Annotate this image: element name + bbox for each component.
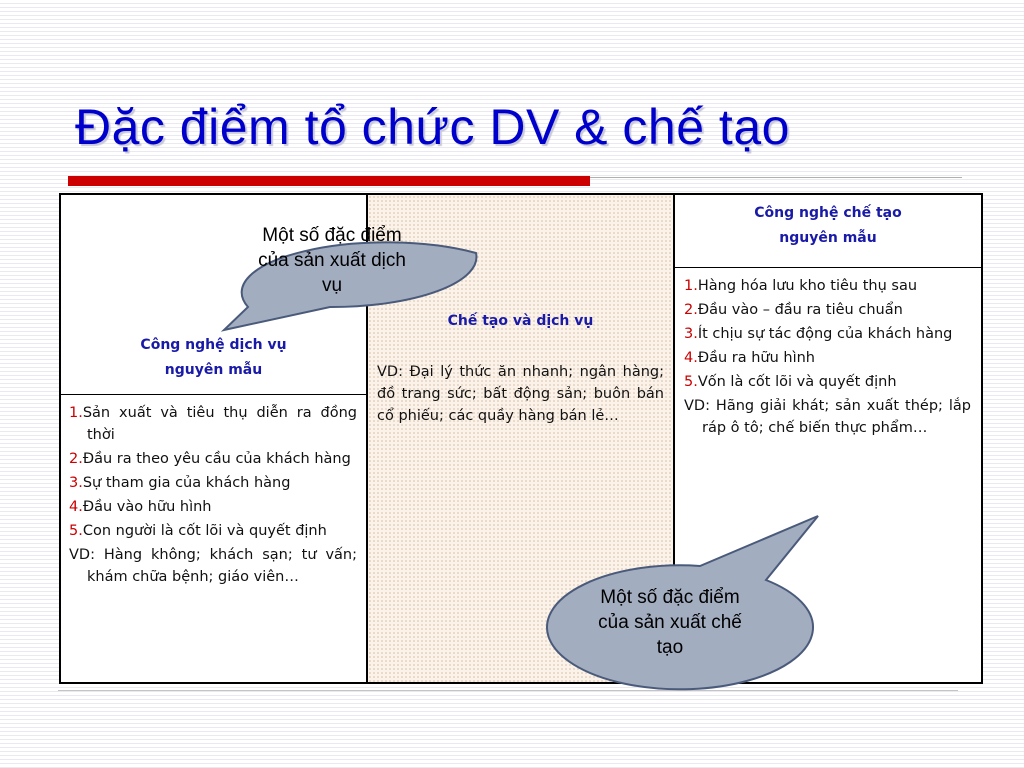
item-text: Ít chịu sự tác động của khách hàng — [697, 326, 953, 342]
list-item — [69, 448, 357, 470]
item-text: Sản xuất và tiêu thụ diễn ra đồng thời — [82, 405, 357, 443]
bottom-divider-line — [58, 690, 958, 691]
item-text: Sự tham gia của khách hàng — [82, 475, 291, 491]
item-number: 4. — [684, 350, 698, 366]
manufacturing-header-divider — [675, 267, 981, 268]
hybrid-column-body — [377, 361, 664, 429]
item-number: 3. — [684, 326, 698, 342]
item-text: Hàng hóa lưu kho tiêu thụ sau — [697, 278, 918, 294]
callout-line: của sản xuất chế — [598, 612, 742, 633]
service-column-body — [69, 402, 357, 590]
list-item — [69, 520, 357, 542]
slide-title: Đặc điểm tổ chức DV & chế tạo — [75, 99, 790, 155]
manufacturing-example: VD: Hãng giải khát; sản xuất thép; lắp ráp ô tô; chế biến thực phẩm… — [684, 398, 971, 436]
item-text: Đầu ra theo yêu cầu của khách hàng — [82, 451, 351, 467]
service-callout-text — [198, 223, 466, 298]
title-accent-bar — [68, 176, 590, 186]
callout-line: của sản xuất dịch — [258, 250, 406, 271]
hybrid-example: VD: Đại lý thức ăn nhanh; ngân hàng; đồ trang sức; bất động sản; buôn bán cổ phiếu; các quầy hàng bán lẻ… — [377, 364, 664, 424]
list-item — [684, 299, 971, 321]
item-number: 5. — [684, 374, 698, 390]
list-item — [684, 371, 971, 393]
item-number: 5. — [69, 523, 83, 539]
item-number: 3. — [69, 475, 83, 491]
item-number: 1. — [69, 405, 83, 421]
callout-line: Một số đặc điểm — [262, 225, 402, 246]
service-header-divider — [61, 394, 366, 395]
callout-line: vụ — [321, 275, 343, 296]
service-header-line2: nguyên mẫu — [164, 362, 263, 378]
item-number: 4. — [69, 499, 83, 515]
manufacturing-column-header — [675, 201, 981, 251]
item-text: Đầu vào hữu hình — [82, 499, 212, 515]
item-text: Vốn là cốt lõi và quyết định — [697, 374, 897, 390]
service-column-header — [61, 333, 366, 383]
list-item — [69, 402, 357, 446]
list-item — [684, 323, 971, 345]
manufacturing-header-line1: Công nghệ chế tạo — [754, 205, 902, 221]
item-number: 2. — [69, 451, 83, 467]
service-example: VD: Hàng không; khách sạn; tư vấn; khám chữa bệnh; giáo viên… — [69, 547, 357, 585]
item-text: Đầu ra hữu hình — [697, 350, 815, 366]
item-text: Con người là cốt lõi và quyết định — [82, 523, 327, 539]
hybrid-column-header: Chế tạo và dịch vụ — [447, 313, 594, 329]
list-item — [69, 472, 357, 494]
service-header-line1: Công nghệ dịch vụ — [140, 337, 287, 353]
list-item — [69, 496, 357, 518]
manufacturing-column-body — [684, 275, 971, 441]
title-divider-line — [590, 177, 962, 178]
list-item — [684, 275, 971, 297]
callout-line: Một số đặc điểm — [600, 587, 740, 608]
manufacturing-callout-text — [540, 585, 800, 660]
list-item — [684, 347, 971, 369]
item-number: 2. — [684, 302, 698, 318]
item-text: Đầu vào – đầu ra tiêu chuẩn — [697, 302, 903, 318]
callout-line: tạo — [656, 637, 684, 658]
item-number: 1. — [684, 278, 698, 294]
manufacturing-header-line2: nguyên mẫu — [779, 230, 877, 246]
